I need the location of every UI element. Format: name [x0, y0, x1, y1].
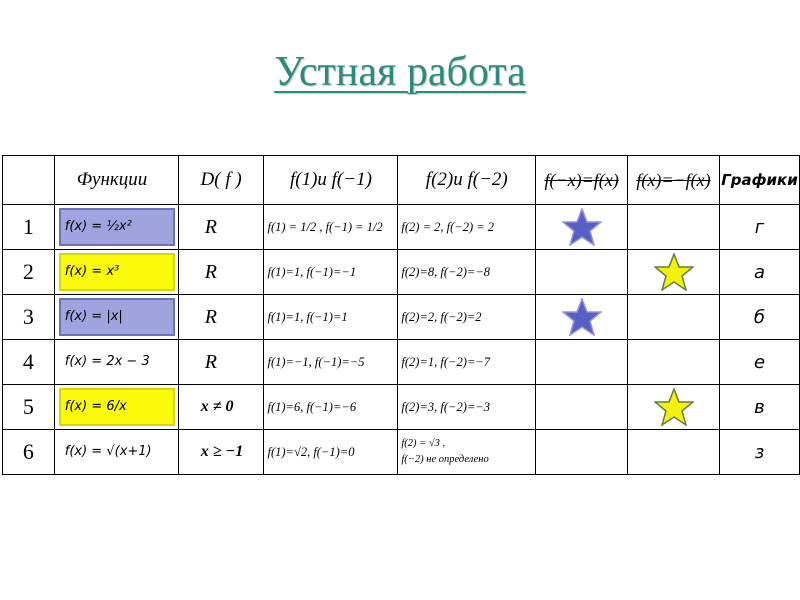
- header-functions: Функции: [54, 156, 178, 205]
- header-even: f(−x)=f(x): [536, 156, 628, 205]
- table-row: [3, 295, 800, 340]
- row-number: 1: [3, 205, 55, 250]
- table-header-row: [3, 156, 800, 205]
- header-odd: f(x)=−f(x): [628, 156, 720, 205]
- f2-cell: f(2) = 2, f(−2) = 2: [398, 205, 536, 250]
- functions-table: [2, 155, 800, 475]
- even-cell: [536, 385, 628, 430]
- odd-cell: [628, 385, 720, 430]
- odd-cell: [628, 340, 720, 385]
- even-cell: [536, 250, 628, 295]
- header-f1: f(1)и f(−1): [264, 156, 398, 205]
- function-formula: f(x) = x³: [59, 253, 175, 291]
- domain-cell: R: [178, 295, 264, 340]
- f2-line-2: f(−2) не определено: [401, 454, 489, 465]
- header-graphs: Графики: [719, 156, 799, 205]
- even-cell: [536, 205, 628, 250]
- odd-cell: [628, 205, 720, 250]
- blue-star-icon: [536, 208, 627, 246]
- f2-line-1: f(2) = √3 ,: [401, 438, 446, 449]
- f2-cell: f(2)=3, f(−2)=−3: [398, 385, 536, 430]
- function-cell: [54, 385, 178, 430]
- function-cell: [54, 340, 178, 385]
- table-row: [3, 430, 800, 475]
- graph-cell: в: [719, 385, 799, 430]
- graph-cell: а: [719, 250, 799, 295]
- table-row: [3, 205, 800, 250]
- domain-cell: R: [178, 340, 264, 385]
- odd-cell: [628, 250, 720, 295]
- row-number: 5: [3, 385, 55, 430]
- domain-cell: x ≠ 0: [178, 385, 264, 430]
- f1-cell: f(1) = 1/2 , f(−1) = 1/2: [264, 205, 398, 250]
- function-cell: [54, 430, 178, 475]
- graph-cell: г: [719, 205, 799, 250]
- function-cell: [54, 250, 178, 295]
- graph-cell: б: [719, 295, 799, 340]
- table-row: [3, 385, 800, 430]
- f1-cell: f(1)=√2, f(−1)=0: [264, 430, 398, 475]
- f1-cell: f(1)=1, f(−1)=1: [264, 295, 398, 340]
- odd-cell: [628, 295, 720, 340]
- blue-star-icon: [536, 298, 627, 336]
- graph-cell: з: [719, 430, 799, 475]
- function-formula: f(x) = √(x+1): [64, 444, 152, 459]
- function-formula: f(x) = 6/x: [59, 388, 175, 426]
- header-f2: f(2)и f(−2): [398, 156, 536, 205]
- even-cell: [536, 430, 628, 475]
- header-domain: D( f ): [178, 156, 264, 205]
- row-number: 3: [3, 295, 55, 340]
- f1-cell: f(1)=6, f(−1)=−6: [264, 385, 398, 430]
- f1-cell: f(1)=−1, f(−1)=−5: [264, 340, 398, 385]
- function-formula: f(x) = |x|: [59, 298, 175, 336]
- yellow-star-icon: [628, 388, 719, 426]
- function-formula: f(x) = ½x²: [59, 208, 175, 246]
- domain-cell: R: [178, 250, 264, 295]
- f2-cell: [398, 430, 536, 475]
- row-number: 2: [3, 250, 55, 295]
- even-cell: [536, 295, 628, 340]
- function-cell: [54, 205, 178, 250]
- f2-cell: f(2)=1, f(−2)=−7: [398, 340, 536, 385]
- page-title: Устная работа: [274, 49, 526, 95]
- odd-cell: [628, 430, 720, 475]
- domain-cell: x ≥ −1: [178, 430, 264, 475]
- function-cell: [54, 295, 178, 340]
- even-cell: [536, 340, 628, 385]
- table-row: [3, 250, 800, 295]
- f1-cell: f(1)=1, f(−1)=−1: [264, 250, 398, 295]
- row-number: 4: [3, 340, 55, 385]
- row-number: 6: [3, 430, 55, 475]
- f2-cell: f(2)=8, f(−2)=−8: [398, 250, 536, 295]
- function-formula: f(x) = 2x − 3: [64, 354, 150, 369]
- f2-cell: f(2)=2, f(−2)=2: [398, 295, 536, 340]
- header-num: [3, 156, 55, 205]
- graph-cell: е: [719, 340, 799, 385]
- table-row: [3, 340, 800, 385]
- yellow-star-icon: [628, 253, 719, 291]
- domain-cell: R: [178, 205, 264, 250]
